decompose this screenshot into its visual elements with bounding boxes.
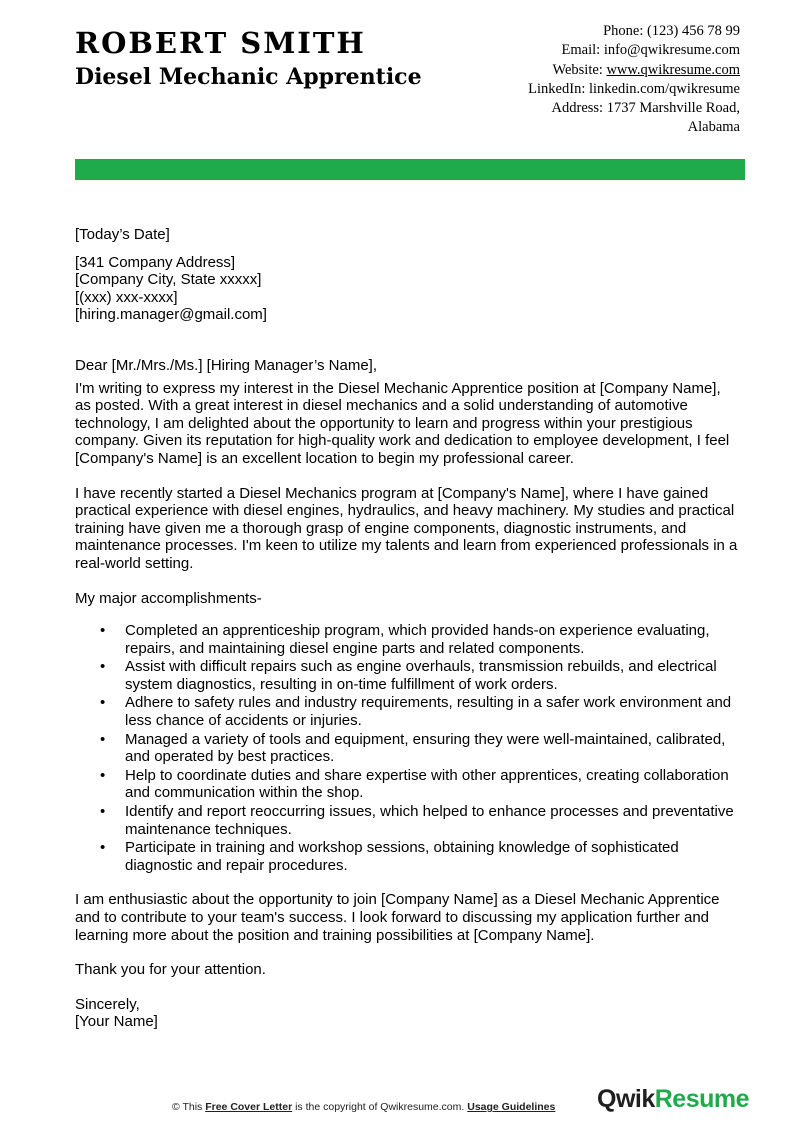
signature: [Your Name] bbox=[75, 1013, 158, 1031]
bullet-icon: • bbox=[100, 766, 106, 784]
bullet-icon: • bbox=[100, 622, 106, 640]
letter-date: [Today’s Date] bbox=[75, 226, 170, 243]
recipient-line: [341 Company Address] bbox=[75, 253, 236, 271]
bullet-icon: • bbox=[100, 694, 106, 712]
salutation: Dear [Mr./Mrs./Ms.] [Hiring Manager’s Name], bbox=[75, 356, 378, 374]
resume-header bbox=[75, 23, 740, 136]
list-item-text: Completed an apprenticeship program, which provided hands-on experience evaluating, repairs, and maintaining diesel engine parts and related components. bbox=[125, 622, 710, 657]
contact-website bbox=[440, 61, 740, 80]
copyright-prefix: © This bbox=[172, 1101, 206, 1113]
logo-part-resume: Resume bbox=[654, 1085, 750, 1113]
thanks-line: Thank you for your attention. bbox=[75, 961, 266, 979]
list-item bbox=[75, 803, 740, 838]
recipient-line: [Company City, State xxxxx] bbox=[75, 271, 262, 289]
bullet-icon: • bbox=[100, 730, 106, 748]
qwikresume-logo[interactable] bbox=[597, 1085, 749, 1114]
paragraph-experience: I have recently started a Diesel Mechanics program at [Company's Name], where I have gained practical experience with diesel engines, hydraulics, and heavy machinery. My studies and practical training have given me a thorough grasp of engine components, diagnostic instruments, and maintenance processes. I'm keen to utilize my talents and learn from experienced professionals in a real-world setting. bbox=[75, 484, 738, 572]
paragraph-intro: I'm writing to express my interest in the Diesel Mechanic Apprentice position at [Company Name], as posted. With a great interest in diesel mechanics and a solid understanding of automotive technology, I am delighted about the opportunity to learn and progress within your prestigious company. Given its reputation for high-quality work and dedication to employee development, I feel [Company's Name] is an excellent location to begin my professional career. bbox=[75, 379, 730, 467]
green-divider-bar bbox=[75, 159, 745, 180]
list-item bbox=[75, 767, 740, 802]
contact-email: Email: info@qwikresume.com bbox=[561, 42, 740, 59]
list-item-text: Participate in training and workshop sessions, obtaining knowledge of sophisticated diagnostic and repair procedures. bbox=[125, 839, 679, 874]
letter-body bbox=[75, 226, 740, 1031]
contact-address-line1: Address: 1737 Marshville Road, bbox=[551, 100, 740, 117]
list-item bbox=[75, 839, 740, 874]
contact-block bbox=[440, 22, 740, 138]
bullet-icon: • bbox=[100, 658, 106, 676]
page-footer bbox=[0, 1085, 800, 1121]
accomplishments-heading: My major accomplishments- bbox=[75, 589, 262, 607]
logo-part-qwik: Qwik bbox=[597, 1085, 655, 1113]
copyright-notice bbox=[172, 1101, 555, 1113]
recipient-line: [hiring.manager@gmail.com] bbox=[75, 306, 267, 324]
list-item-text: Assist with difficult repairs such as engine overhauls, transmission rebuilds, and electrical system diagnostics, resulting in on-time fulfillment of work orders. bbox=[125, 658, 717, 693]
list-item bbox=[75, 694, 740, 729]
website-label: Website: bbox=[552, 61, 607, 78]
copyright-middle: is the copyright of Qwikresume.com. bbox=[292, 1101, 468, 1113]
recipient-address bbox=[75, 254, 740, 324]
accomplishments-list bbox=[75, 622, 740, 874]
contact-phone: Phone: (123) 456 78 99 bbox=[603, 23, 740, 39]
free-cover-letter-link[interactable]: Free Cover Letter bbox=[205, 1101, 293, 1113]
contact-address-line2: Alabama bbox=[687, 119, 740, 136]
list-item bbox=[75, 731, 740, 766]
list-item-text: Identify and report reoccurring issues, which helped to enhance processes and preventative maintenance techniques. bbox=[125, 803, 734, 838]
list-item-text: Adhere to safety rules and industry requirements, resulting in a safer work environment and less chance of accidents or injuries. bbox=[125, 694, 732, 730]
usage-guidelines-link[interactable]: Usage Guidelines bbox=[467, 1101, 556, 1113]
contact-linkedin: LinkedIn: linkedin.com/qwikresume bbox=[528, 80, 740, 97]
applicant-name: ROBERT SMITH bbox=[75, 26, 366, 60]
job-title: Diesel Mechanic Apprentice bbox=[75, 64, 422, 90]
list-item bbox=[75, 622, 740, 657]
bullet-icon: • bbox=[100, 839, 106, 857]
bullet-icon: • bbox=[100, 803, 106, 821]
website-link[interactable]: www.qwikresume.com bbox=[606, 61, 740, 78]
list-item bbox=[75, 658, 740, 693]
list-item-text: Managed a variety of tools and equipment, ensuring they were well-maintained, calibrated, and operated by best practices. bbox=[125, 730, 726, 766]
paragraph-closing: I am enthusiastic about the opportunity to join [Company Name] as a Diesel Mechanic Apprentice and to contribute to your team's success. I look forward to discussing my application further and learning more about the position and training possibilities at [Company Name]. bbox=[75, 891, 720, 944]
recipient-line: [(xxx) xxx-xxxx] bbox=[75, 288, 178, 306]
signoff: Sincerely, bbox=[75, 995, 140, 1013]
list-item-text: Help to coordinate duties and share expertise with other apprentices, creating collaboration and communication within the shop. bbox=[125, 766, 729, 802]
